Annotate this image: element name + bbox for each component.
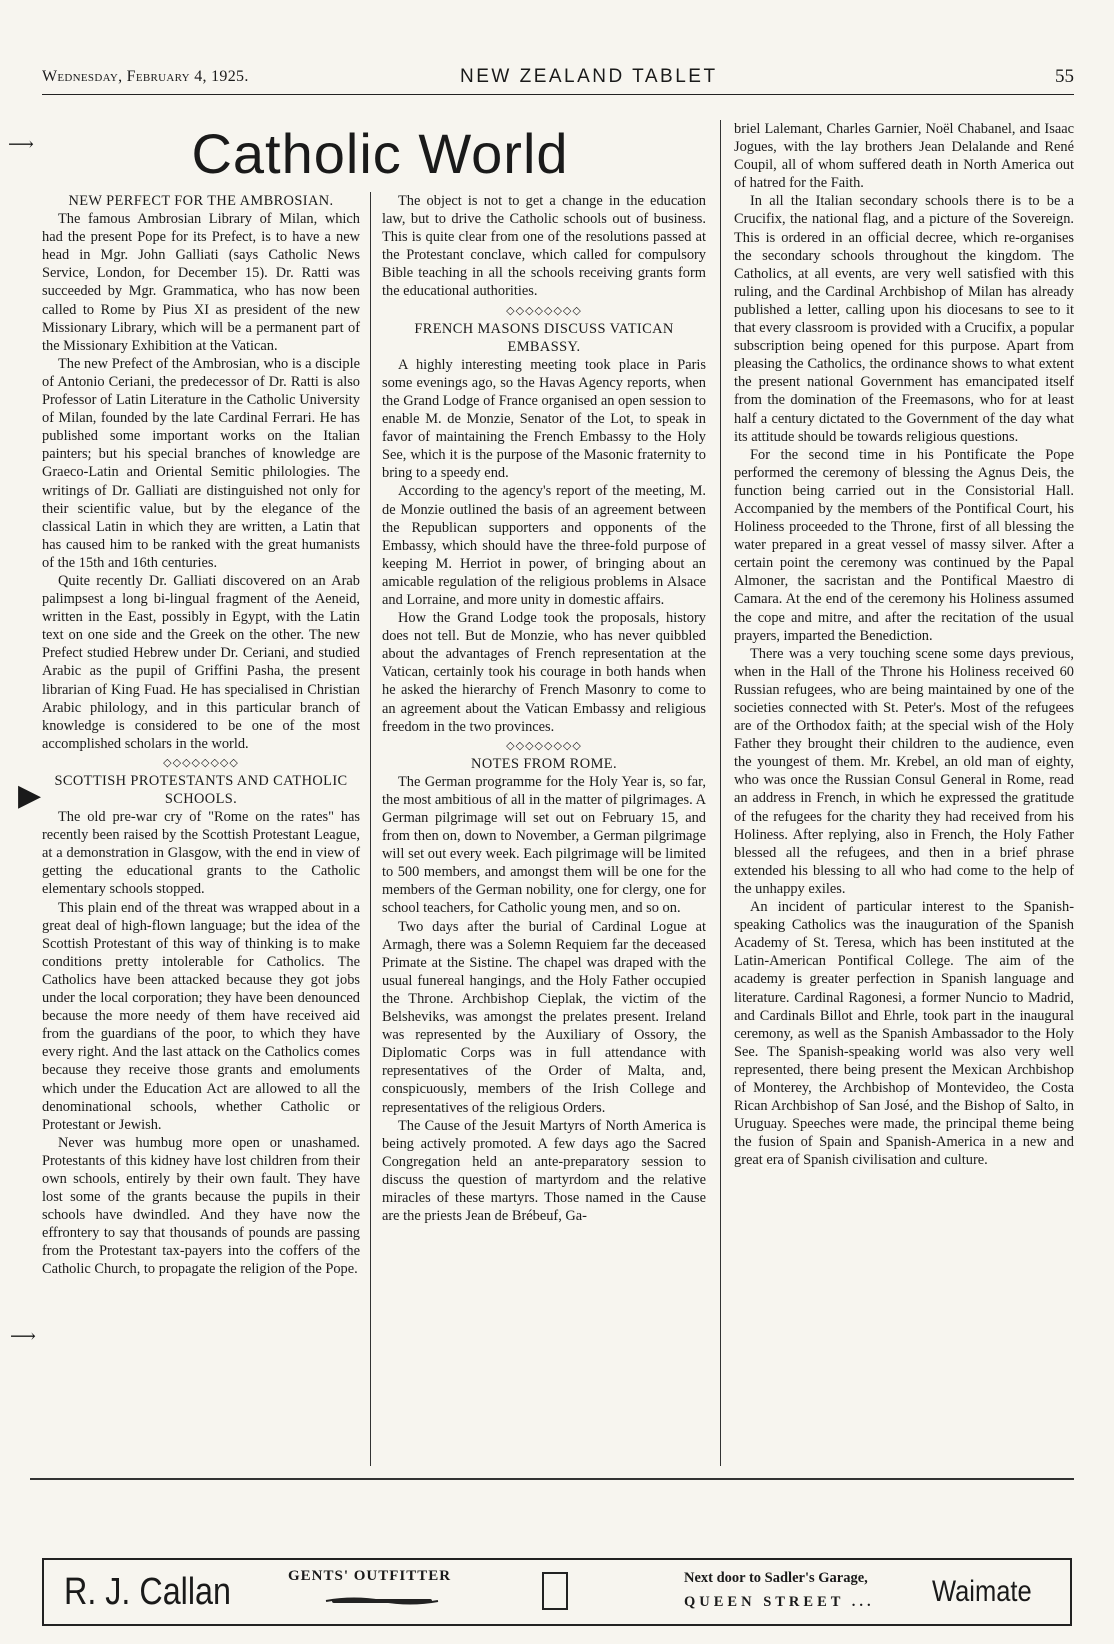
paragraph: There was a very touching scene some days previous, when in the Hall of the Throne his Holiness received 60 Russian refugees, who are being maintained by one of the societies connected with St. Peter's. Most of the refugees are of the Orthodox faith; at the special wish of the Holy Father they brought their children to the audience, even the youngest of them. Mr. Krebel, an old man of eighty, who was once the Russian Consul General in Rome, read an address in French, in which he expressed the gratitude of the refugees for the charity they had received from his Holiness. After replying, also in French, the Holy Father blessed all the refugees, and then in a brief phrase extended his blessing to all who had come to the help of the unhappy exiles. <box>734 645 1074 897</box>
ad-town: Waimate <box>932 1575 1032 1608</box>
paragraph: briel Lalemant, Charles Garnier, Noël Chabanel, and Isaac Jogues, with the lay brothers Jean Delalande and René Coupil, all of whom suffered death in North America out of hatred for the Faith. <box>734 121 1074 192</box>
article-heading: SCOTTISH PROTESTANTS AND CATHOLIC SCHOOLS. <box>54 772 348 807</box>
article-heading: NOTES FROM ROME. <box>471 755 617 772</box>
column-rule <box>370 192 371 1466</box>
paragraph: Quite recently Dr. Galliati discovered on an Arab palimpsest a long bi-lingual fragment of the Aeneid, written in the East, possibly in Egypt, with the Latin text on one side and the Greek on the other. The new Prefect studied Hebrew under Dr. Ceriani, and studied Arabic as the pupil of Griffini Pasha, the present librarian of King Fuad. He has specialised in Christian Arabic philology, and in this particular branch of knowledge is considered to be one of the most accomplished scholars in the world. <box>42 572 360 752</box>
ad-address-line-2: QUEEN STREET ... <box>684 1594 875 1610</box>
ornament-divider: ◇◇◇◇◇◇◇◇ <box>506 304 582 317</box>
issue-date: Wednesday, February 4, 1925. <box>42 68 249 85</box>
section-title: Catholic World <box>191 122 569 185</box>
flourish-icon <box>324 1596 440 1606</box>
paragraph: An incident of particular interest to the Spanish-speaking Catholics was the inauguration of the Spanish Academy of St. Teresa, which has been instituted at the Latin-American Pontifical College. The aim of the academy is greater perfection in Spanish language and literature. Cardinal Ragonesi, a former Nuncio to Madrid, and Cardinals Billot and Ehrle, took part in the inaugural ceremony, as well as the Spanish Ambassador to the Holy See. The Spanish-speaking world was also very well represented, there being present the Mexican Archbishop of Monterey, the Archbishop of Montevideo, the Costa Rican Archbishop of San José, and the Bishop of Salto, in Uruguay. Speeches were made, the principal theme being the fusion of Spain and Spanish-America in a new and great era of Spanish civilisation and culture. <box>734 899 1074 1169</box>
ad-box-ornament <box>542 1572 568 1610</box>
paragraph: Two days after the burial of Cardinal Logue at Armagh, there was a Solemn Requiem far the deceased Primate at the Sistine. The chapel was draped with the usual funereal hangings, and the Holy Father occupied the Throne. Archbishop Cieplak, the victim of the Belsheviks, was amongst the prelates present. Ireland was represented by the Auxiliary of Ossory, the Diplomatic Corps was in full attendance with representatives of the Order of Malta, and, conspicuously, members of the Irish College and representatives of the religious Orders. <box>382 918 706 1116</box>
page-header <box>42 64 1074 95</box>
ornament-divider: ◇◇◇◇◇◇◇◇ <box>506 739 582 752</box>
publication-title: NEW ZEALAND TABLET <box>460 66 718 87</box>
ornament-divider: ◇◇◇◇◇◇◇◇ <box>163 756 239 769</box>
article-heading: NEW PERFECT FOR THE AMBROSIAN. <box>68 193 334 209</box>
paragraph: The new Prefect of the Ambrosian, who is a disciple of Antonio Ceriani, the predecessor of Dr. Ratti is also Professor of Latin Literature in the Catholic University of Milan, founded by the late Cardinal Ferrari. He has published some important works on the Italian painters; but his special branches of knowledge are Graeco-Latin and Oriental Semitic philologies. The writings of Dr. Galliati are distinguished not only for their scientific value, but by the elegance of the classical Latin in which they are written, a Latin that has caused him to be ranked with the great humanists of the 15th and 16th centuries. <box>42 355 360 571</box>
paragraph: This plain end of the threat was wrapped about in a great deal of high-flown language; but the idea of the Scottish Protestant of this way of thinking is to make conditions pretty intolerable for Catholics. The Catholics have been attacked because they got jobs under the local corporation; they have been denounced because the more needy of them have received aid from the guardians of the poor, to which they have every right. And the last attack on the Catholics comes because they receive those grants and emoluments which under the Education Act are allowed to all the denominational schools, whether Catholic or Protestant or Jewish. <box>42 899 360 1133</box>
column-3 <box>734 120 1074 1169</box>
paragraph: How the Grand Lodge took the proposals, history does not tell. But de Monzie, who has never quibbled about the advantages of French representation at the Vatican, certainly took his courage in both hands when he asked the hierarchy of French Masonry to come to an agreement about the Vatican Embassy and religious freedom in the two provinces. <box>382 610 706 735</box>
paragraph: The object is not to get a change in the education law, but to drive the Catholic schools out of business. This is quite clear from one of the resolutions passed at the Protestant conclave, which called for compulsory Bible teaching in all the schools receiving grants form the educational authorities. <box>382 193 706 300</box>
margin-arrow-icon: ⟶ <box>8 134 34 154</box>
ad-address-line-1: Next door to Sadler's Garage, <box>684 1570 868 1586</box>
footer-rule <box>30 1478 1074 1480</box>
paragraph: The old pre-war cry of "Rome on the rates" has recently been raised by the Scottish Protestant League, at a demonstration in Glasgow, with the end in view of getting the educational grants to the Catholic elementary schools stopped. <box>42 809 360 898</box>
paragraph: In all the Italian secondary schools there is to be a Crucifix, the national flag, and a picture of the Sovereign. This is ordered in an official decree, which re-organises the secondary schools throughout the kingdom. The Catholics, at all events, are very well satisfied with this ruling, and the Cardinal Archbishop of Milan has already published a letter, calling upon his diocesans to see to it that every classroom is provided with a Crucifix, a popular subscription being opened for this purpose. Apart from pleasing the Catholics, the ordinance shows to what extent the present national Government has emancipated itself from the domination of the Freemasons, who for at least half a century dictated to the Government of the day what its attitude should be towards religious questions. <box>734 193 1074 445</box>
column-2 <box>382 192 706 1225</box>
paragraph: Never was humbug more open or unashamed. Protestants of this kidney have lost children from their own schools, entirely by their own fault. They have lost some of the grants because the pupils in their schools have dwindled. And they have now the effrontery to say that thousands of pounds are passing from the Protestant tax-payers into the coffers of the Catholic Church, to propagate the religion of the Pope. <box>42 1134 360 1278</box>
column-rule <box>720 120 721 1466</box>
paragraph: A highly interesting meeting took place in Paris some evenings ago, so the Havas Agency reports, when the Grand Lodge of France organised an open session to enable M. de Monzie, Senator of the Lot, to speak in favor of maintaining the French Embassy to the Holy See, which it is the purpose of the Masonic fraternity to bring to a speedy end. <box>382 356 706 482</box>
advertiser-trade: GENTS' OUTFITTER <box>288 1568 452 1584</box>
margin-pointer-icon: ▶ <box>18 779 42 812</box>
column-1 <box>42 192 360 1279</box>
advertiser-name: R. J. Callan <box>64 1571 231 1613</box>
article-heading: FRENCH MASONS DISCUSS VATICAN EMBASSY. <box>414 320 674 355</box>
paragraph: The famous Ambrosian Library of Milan, which had the present Pope for its Prefect, is to have a new head in Mgr. John Galliati (says Catholic News Service, London, for December 15). Dr. Ratti was succeeded by Mgr. Grammatica, who has now been called to Rome by Pius XI as president of the new Missionary Library, which will be a permanent part of the Missionary Exhibition at the Vatican. <box>42 211 360 354</box>
page-number: 55 <box>1055 66 1074 87</box>
margin-arrow-icon: ⟶ <box>10 1326 36 1346</box>
paragraph: For the second time in his Pontificate the Pope performed the ceremony of blessing the Agnus Deis, the function being carried out in the Consistorial Hall. Accompanied by the members of the Pontifical Court, his Holiness proceeded to the Throne, first of all blessing the water prepared in a great vessel of massy silver. After a certain point the ceremony was continued by the Papal Almoner, the sacristan and the Pontifical Maestro di Camara. At the end of the ceremony his Holiness assumed the cope and mitre, and after the recitation of the usual prayers, imparted the Benediction. <box>734 446 1074 644</box>
paragraph: The German programme for the Holy Year is, so far, the most ambitious of all in the matter of pilgrimages. A German pilgrimage will set out on February 15, and from then on, down to November, a German pilgrimage will set out every week. Each pilgrimage will be limited to 500 members, and amongst them will be one for the members of the German nobility, one for clergy, one for school teachers, for Catholic young men, and so on. <box>382 773 706 917</box>
advertisement <box>42 1558 1072 1626</box>
paragraph: According to the agency's report of the meeting, M. de Monzie outlined the basis of an agreement between the Republican supporters and opponents of the Embassy, which should have the three-fold purpose of keeping M. Herriot in power, of bringing about an amicable regulation of the religious problems in Alsace and Lorraine, and more unity in domestic affairs. <box>382 483 706 608</box>
paragraph: The Cause of the Jesuit Martyrs of North America is being actively promoted. A few days ago the Sacred Congregation held an ante-preparatory session to discuss the question of martyrdom and the relative miracles of these martyrs. Those named in the Cause are the priests Jean de Brébeuf, Ga- <box>382 1117 706 1225</box>
